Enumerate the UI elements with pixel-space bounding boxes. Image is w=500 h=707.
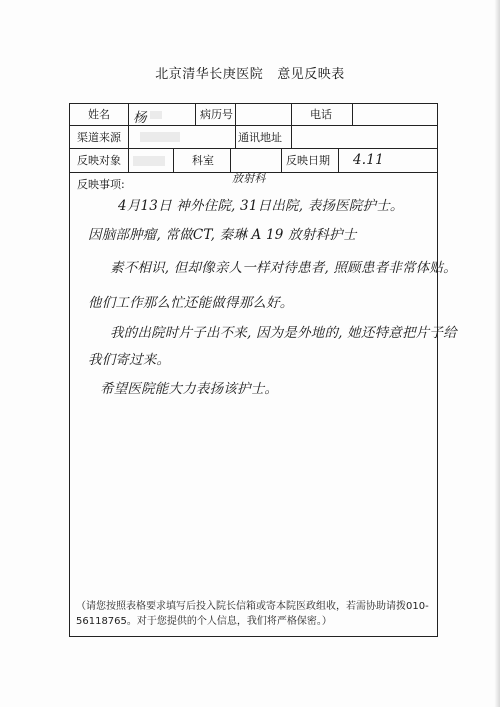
row-divider: [70, 125, 437, 126]
hospital-name: 北京清华长庚医院: [155, 67, 264, 82]
form-name: 意见反映表: [277, 67, 345, 82]
col-divider: [128, 125, 129, 148]
matters-label: 反映事项:: [77, 178, 125, 191]
name-label: 姓名: [88, 108, 110, 121]
col-divider: [352, 104, 353, 125]
feedback-table: [69, 103, 457, 637]
col-divider: [338, 148, 339, 172]
address-label: 通讯地址: [238, 131, 282, 144]
dept-value: 放射科: [232, 172, 266, 185]
dept-label: 科室: [192, 154, 214, 167]
target-label: 反映对象: [77, 154, 121, 167]
source-label: 渠道来源: [77, 131, 121, 144]
matters-line: 素不相识, 但却像亲人一样对待患者, 照顾患者非常体贴。: [110, 260, 457, 276]
col-divider: [230, 148, 231, 172]
matters-line: 4月13日 神外住院, 31日出院, 表扬医院护士。: [118, 198, 404, 214]
footer-note: （请您按照表格要求填写后投入院长信箱或寄本院医政组收，若需协助请拨010-56118765。对于您提供的个人信息，我们将严格保密。）: [76, 601, 429, 627]
scan-edge-shadow: [494, 0, 500, 707]
col-divider: [173, 148, 174, 172]
col-divider: [291, 104, 292, 125]
date-label: 反映日期: [286, 154, 330, 167]
matters-line: 希望医院能大力表扬该护士。: [100, 381, 279, 397]
row-divider: [70, 148, 437, 149]
matters-line: 因脑部肿瘤, 常做CT, 秦琳 A 19 放射科护士: [88, 227, 357, 243]
date-value: 4.11: [353, 152, 384, 168]
col-divider: [291, 125, 292, 148]
redacted-target: [133, 156, 165, 166]
form-title: [0, 63, 500, 82]
matters-line: 我的出院时片子出不来, 因为是外地的, 她还特意把片子给: [110, 325, 457, 341]
redacted-name: [150, 111, 162, 119]
col-divider: [195, 104, 196, 125]
col-divider: [235, 125, 236, 148]
col-divider: [128, 104, 129, 125]
phone-label: 电话: [310, 108, 332, 121]
matters-line: 他们工作那么忙还能做得那么好。: [88, 295, 294, 311]
col-divider: [235, 104, 236, 125]
record-label: 病历号: [200, 108, 233, 121]
name-value: 杨: [133, 110, 147, 126]
col-divider: [128, 148, 129, 172]
redacted-source: [140, 132, 180, 142]
matters-line: 我们寄过来。: [88, 352, 171, 368]
col-divider: [281, 148, 282, 172]
